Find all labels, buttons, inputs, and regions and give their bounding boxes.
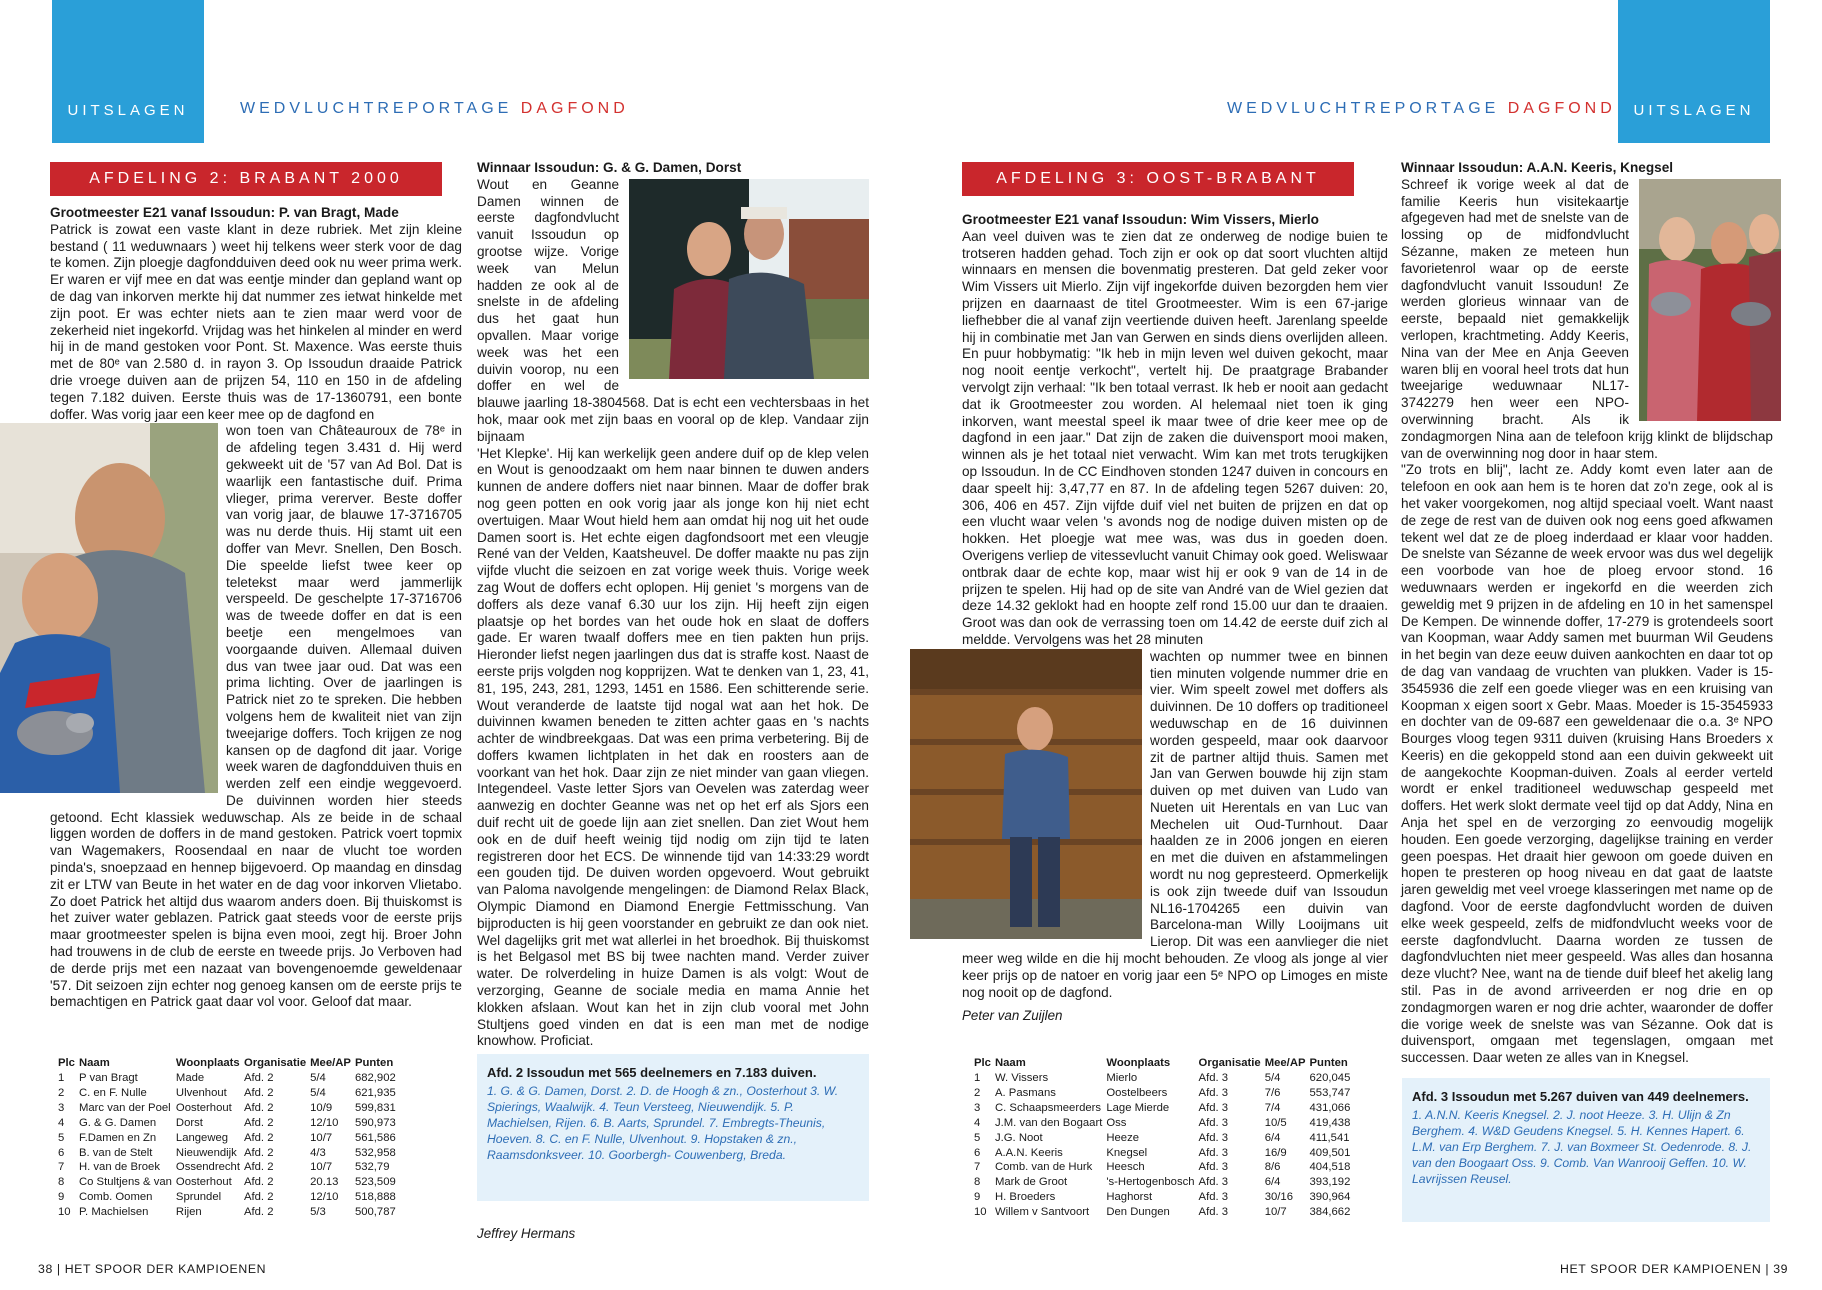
table-cell: 12/10 <box>310 1191 339 1204</box>
table-cell: Rijen <box>175 1206 202 1219</box>
table-cell: Willem v Santvoort <box>994 1206 1090 1219</box>
photo-damen <box>629 179 869 379</box>
table-cell: 411,541 <box>1309 1131 1350 1144</box>
table-cell: Oostelbeers <box>1106 1086 1168 1099</box>
table-row <box>974 1086 1354 1101</box>
table-row <box>974 1116 1354 1131</box>
table-cell: 620,045 <box>1309 1072 1351 1084</box>
table-cell: Afd. 3 <box>1198 1176 1229 1189</box>
table-cell: 4 <box>58 1116 65 1129</box>
table-cell: Afd. 3 <box>1198 1086 1229 1099</box>
section-tab-left: UITSLAGEN <box>52 0 204 143</box>
table-cell: 6 <box>974 1146 981 1159</box>
table-cell: Marc van der Poel <box>78 1101 171 1114</box>
table-cell: 523,509 <box>354 1176 396 1189</box>
table-cell: 409,501 <box>1309 1146 1351 1159</box>
table-cell: Afd. 3 <box>1198 1101 1229 1114</box>
col-header: Mee/AP <box>310 1057 351 1069</box>
table-cell: Heesch <box>1106 1161 1145 1174</box>
article-heading: Grootmeester E21 vanaf Issoudun: Wim Vissers, Mierlo <box>962 212 1319 227</box>
table-row <box>974 1160 1354 1175</box>
table-cell: 5/4 <box>310 1072 326 1084</box>
table-row <box>974 1101 1354 1116</box>
table-cell: Afd. 3 <box>1198 1146 1229 1159</box>
table-row <box>58 1086 400 1101</box>
article-paragraph: won toen van Châteauroux de 78ᵉ in de afdeling tegen 3.431 d. Hij werd gekweekt uit de '57 van Ad Bol. Dat is waarlijk een fantastische duif. Prima vlieger, prima vererver. Beste doffer van vorig jaar, de blauwe 17-3716705 was nu derde thuis. Hij stamt uit een doffer van Mevr. Snellen, Den Bosch. Die speelde liefst twee keer op teletekst maar werd jammerlijk verspeeld. De geschelpte 17-3716706 was de tweede doffer en dat is een beetje een mengelmoes van voorgaande duiven. Allemaal duiven dus van twee jaar oud. Dat was een prima lichting. Over de jaarlingen is Patrick niet zo te spreken. Die hebben volgens hem de kwaliteit niet van zijn tweejarige doffers. Toch krijgen ze nog kansen op de dagfond dit jaar. Vorige week waren de dagfondduiven thuis en werden zelf een eindje weggevoerd. De duivinnen worden hier steeds getoond. Echt klassiek weduwschap. Als ze beide in de schaal liggen worden de doffers in de mand gestoken. Patrick voert topmix van Wagemakers, Roosendaal en naar de vlucht toe worden pinda's, snoepzaad en hennep bijgevoerd. Op maandag en dinsdag zit er LTW van Beute in het water en de dag voor inkorven Vlietabo. Zo doet Patrick het altijd dus waarom anders doen. Bij thuiskomst is het zuiver water geblazen. Patrick gaat steeds voor de eerste prijs maar grootmeester spelen is bijna even mooi, zegt hij. Broer John had trouwens in de club de eerste en tweede prijs. Jo Verboven had de derde prijs met een nazaat van bovengenoemde geweldenaar '57. Dit seizoen zijn echter nog genoeg kansen om de eerste prijs te bemachtigen en Patrick gaat daar vol voor. Geloof dat maar. <box>50 423 462 1010</box>
running-header-right <box>1227 100 1616 118</box>
box-list: 1. G. & G. Damen, Dorst. 2. D. de Hoogh & zn., Oosterhout 3. W. Spierings, Waalwijk. 4. Teun Versteeg, Nieuwendijk. 5. P. Machielsen, Rijen. 6. B. Aarts, Sprundel. 7. Embregts-Theunis, Hoeven. 8. C. en F. Nulle, Ulvenhout. 9. Hopstaken & zn., Raamsdonksveer. 10. Goorbergh- Couwenberg, Breda. <box>487 1084 839 1162</box>
table-cell: 682,902 <box>354 1072 396 1084</box>
table-cell: 5/4 <box>1264 1072 1281 1084</box>
table-row <box>58 1146 400 1161</box>
article-paragraph: Aan veel duiven was te zien dat ze onderweg de nodige buien te trotseren hadden gehad. Toch zijn er ook op dat soort vluchten altijd winnaars en mensen die bovenmatig presteren. Dat geld zeker voor Wim Vissers uit Mierlo. Zijn vijf ingekorfde duiven bezorgden hem vier prijzen en daarnaast de titel Grootmeester. Wim is een 67-jarige liefhebber die al vanaf zijn veertiende duiven heeft. Jarenlang speelde hij in combinatie met Jan van Gerwen en sinds diens overlijden alleen. En puur hobbymatig: "Ik heb in mijn leven wel duiven gekocht, maar nog nooit eentje verkocht", vertelt hij. De praatgrage Brabander vervolgt zijn verhaal: "Ik ben totaal verrast. Ik heb er nooit aan gedacht dat ik Grootmeester zou worden. Al helemaal niet toen ik ging inkorven, want meestal speel ik maar twee of drie keer mee op de dagfond in een jaar." Dat zijn de zaken die duivensport mooi maken, winnen als je het totaal niet verwacht. Wim kan met trots terugkijken op Issoudun. In de CC Eindhoven stonden 1247 duiven in concours en daar speelt hij: 3,47,77 en 87. In de afdeling tegen 5267 duiven: 20, 306, 406 en 457. Zijn vijfde duif viel net buiten de prijzen en dat op een vlucht waar velen 's avonds nog de nodige duiven misten op de hokken. Het ploegje wat mee was, was dus in goeden doen. Overigens verliep de vitessevlucht vanuit Chimay ook goed. Weliswaar ontbrak daar de echte kop, maar wist hij er ook 9 van de 14 in de prijzen te spelen. Hij had op de site van André van de Wiel gezien dat deze 14.32 geklokt had en hoopte zelf rond 15.00 uur dan te draaien. Groot was dan ook de verrassing toen om 14.42 de eerste duif zich al meldde. Vervolgens was het 28 minuten <box>962 228 1388 647</box>
col-header: Woonplaats <box>175 1057 240 1069</box>
table-cell: Heeze <box>1106 1131 1140 1144</box>
col-header: Woonplaats <box>1106 1057 1171 1069</box>
table-cell: Oosterhout <box>175 1176 232 1189</box>
article-grootmeester-afd3 <box>962 212 1388 1001</box>
article-paragraph: wachten op nummer twee en binnen tien minuten volgende nummer drie en vier. Wim speelt zowel met doffers als duivinnen. De 10 doffers op traditioneel weduwschap en de 16 duivinnen worden gespeeld, maar ook daarvoor zit de partner altijd thuis. Samen met Jan van Gerwen bouwde hij zijn stam duiven op met duiven van Ludo van Nueten uit Herentals en van Luc van Mechelen uit Oud-Turnhout. Daar haalden ze in 2006 jongen en eieren en met die duiven en afstammelingen wordt nu nog gepresteerd. Opmerkelijk is ook zijn tweede duif van Issoudun NL16-1704265 een duivin van Barcelona-man Willy Looijmans uit Lierop. Dit was een aanvlieger die niet meer weg wilde en die hij mocht behouden. Ze vloog als jonge al vier keer prijs op de natoer en vorig jaar een 5ᵉ NPO op Limoges en miste nog nooit op de dagfond. <box>962 648 1388 1000</box>
table-cell: 8/6 <box>1264 1161 1281 1174</box>
table-cell: Comb. Oomen <box>78 1191 153 1204</box>
table-cell: Afd. 2 <box>243 1206 274 1219</box>
table-cell: 9 <box>974 1191 981 1204</box>
table-cell: Oosterhout <box>175 1101 232 1114</box>
table-row <box>58 1116 400 1131</box>
table-cell: 621,935 <box>354 1086 396 1099</box>
table-cell: Afd. 3 <box>1198 1116 1229 1129</box>
table-cell: Ossendrecht <box>175 1161 240 1174</box>
table-cell: 10 <box>58 1206 71 1219</box>
table-cell: 390,964 <box>1309 1191 1351 1204</box>
table-cell: 532,79 <box>354 1161 390 1174</box>
table-cell: 5/3 <box>310 1206 326 1219</box>
page-footer-right: HET SPOOR DER KAMPIOENEN | 39 <box>1560 1262 1789 1276</box>
table-cell: 's-Hertogenbosch <box>1106 1176 1195 1189</box>
col-header: Punten <box>354 1057 394 1069</box>
table-cell: Afd. 2 <box>243 1086 274 1099</box>
table-cell: Sprundel <box>175 1191 222 1204</box>
running-header-left <box>240 100 629 118</box>
table-row <box>58 1071 400 1086</box>
table-cell: 10/9 <box>310 1101 333 1114</box>
table-cell: Afd. 2 <box>243 1161 274 1174</box>
table-cell: 4/3 <box>310 1146 326 1159</box>
box-list: 1. A.N.N. Keeris Knegsel. 2. J. noot Heeze. 3. H. Ulijn & Zn Berghem. 4. W&D Geudens Knegsel. 5. H. Kennes Hapert. 6. L.M. van Erp Berghem. 7. J. van Boxmeer St. Oedenrode. 8. J. van den Boogaart Oss. 9. Comb. Van Wanrooij Geffen. 10. W. Lavrijssen Reusel. <box>1412 1108 1752 1186</box>
section-tab-right: UITSLAGEN <box>1618 0 1770 143</box>
table-cell: 10/7 <box>1264 1206 1287 1219</box>
table-cell: 7 <box>58 1161 65 1174</box>
article-paragraph: Wout en Geanne Damen winnen de eerste dagfondvlucht vanuit Issoudun op grootse wijze. Vorige week van Melun hadden ze ook al de snelste in de afdeling dus het gaat hun opvallen. Maar vorige week was het een duivin voorop, nu een doffer en wel de blauwe jaarling 18-3804568. Dat is echt een vechtersbaas in het hok, maar ook met zijn baas en vooral op de klep. Vandaar zijn bijnaam <box>477 176 869 444</box>
article-paragraph: "Zo trots en blij", lacht ze. Addy komt even later aan de telefoon en ook aan hem is te horen dat zo'n zege, ook al is het vaker voorgekomen, nog altijd speciaal voelt. Want naast de zege de rest van de duiven ook nog eens goed afkwamen tekent wel dat ze de ploeg inderdaad er klaar voor hadden. De snelste van Sézanne de week ervoor was dus wel degelijk een voorbode van hoe de ploeg ervoor stond. 16 weduwnaars werden er ingekorfd en die weerden zich geweldig met 9 prijzen in de afdeling en 10 in het samenspel De Kempen. De winnende doffer, 17-279 is grotendeels soort van Koopman, waar Addy samen met buurman Wil Geudens in het begin van deze eeuw duiven aankochten en daar tot op de dag van vandaag de vruchten van plukken. Vader is 15-3545936 die zelf een goede vlieger was en een kruising van Koopman x eigen soort x Gebr. Maas. Moeder is 15-3545933 en dochter van de 09-687 een geweldenaar die o.a. 3ᵉ NPO Bourges vloog tegen 9311 duiven (kruising Hans Broeders x Keeris) en die gekoppeld stond aan een duivin gekweekt uit de aangekochte Koopman-duiven. Zoals al eerder verteld wordt er enkel traditioneel weduwschap gespeeld met doffers. Het werk slokt dermate veel tijd op dat Addy, Nina en Anja het spel en de verzorging zo eenvoudig mogelijk houden. Een goede verzorging, dagelijkse training en verder geen poespas. Het draait hier gewoon om goede duiven en hopen te presteren op hoog niveau en dat gaat de laatste jaren geweldig met veel vroege klasseringen met name op de dagfond. Voor de eerste dagfondvlucht worden de duiven elke week gespeeld, zelfs de midfondvlucht weeks voor de eerste dagfondvlucht. Daarna worden ze tussen de dagfondvluchten niet meer gespeeld. Was alles dan hosanna deze vlucht? Nee, want na de tiende duif bleef het akelig lang stil. Pas in de avond arriveerden er nog drie en op zondagmorgen waren er nog drie achter, waaronder de doffer die vorige week de snelste was van Sézanne. Ook dat is duivensport, omgaan met tegenslagen, omgaan met successen. Daar weten ze alles van in Knegsel. <box>1401 462 1773 1066</box>
results-table-afd3 <box>974 1057 1384 1220</box>
table-cell: J.M. van den Bogaart <box>994 1116 1103 1129</box>
table-cell: 20.13 <box>310 1176 339 1189</box>
table-cell: A. Pasmans <box>994 1086 1056 1099</box>
table-cell: J.G. Noot <box>994 1131 1043 1144</box>
table-cell: 5 <box>58 1131 65 1144</box>
table-cell: Co Stultjens & van <box>78 1176 172 1189</box>
table-cell: Den Dungen <box>1106 1206 1170 1219</box>
table-row <box>58 1160 400 1175</box>
table-cell: 9 <box>58 1191 65 1204</box>
table-cell: 1 <box>58 1072 65 1084</box>
col-header: Organisatie <box>1198 1057 1261 1069</box>
table-cell: 8 <box>58 1176 65 1189</box>
table-row <box>974 1071 1354 1086</box>
table-cell: Afd. 3 <box>1198 1131 1229 1144</box>
article-heading: Winnaar Issoudun: A.A.N. Keeris, Knegsel <box>1401 160 1674 175</box>
table-cell: Afd. 2 <box>243 1131 274 1144</box>
page-footer-left: 38 | HET SPOOR DER KAMPIOENEN <box>38 1262 267 1276</box>
table-cell: 3 <box>58 1101 65 1114</box>
table-cell: 5/4 <box>310 1086 326 1099</box>
col-header: Naam <box>994 1057 1026 1069</box>
table-cell: Lage Mierde <box>1106 1101 1170 1114</box>
table-cell: Afd. 2 <box>243 1101 274 1114</box>
table-row <box>58 1131 400 1146</box>
table-cell: 2 <box>58 1086 65 1099</box>
table-cell: 1 <box>974 1072 981 1084</box>
table-cell: Knegsel <box>1106 1146 1148 1159</box>
table-cell: C. Schaapsmeerders <box>994 1101 1102 1114</box>
table-cell: Mark de Groot <box>994 1176 1068 1189</box>
article-paragraph: Patrick is zowat een vaste klant in deze rubriek. Met zijn kleine bestand ( 11 weduwnaars ) weet hij telkens weer sterk voor de dag te komen. Zijn ploegje dagfondduiven deed ook nu weer prima werk. Er waren er vijf mee en dat was eentje minder dan gepland want op de dag van inkorven merkte hij dat nummer zes ietwat hinkelde met zijn poot. Er was echter niets aan te zien maar werd voor de zekerheid niet ingekorfd. Vrijdag was het hinkelen al minder en werd hij in de mand gestoken voor Pont. St. Maxence. Was eerste thuis met de 80ᵉ van 2.580 d. in rayon 3. Op Issoudun draaide Patrick drie vroege duiven aan de prijzen 54, 110 en 150 in de afdeling tegen 7.182 duiven. Eerste thuis was de 17-1360791, een bonte doffer. Was vorig jaar een keer mee op de dagfond en <box>50 221 462 422</box>
author-signature: Jeffrey Hermans <box>477 1226 576 1241</box>
article-grootmeester-afd2 <box>50 205 462 1011</box>
table-cell: 431,066 <box>1309 1101 1351 1114</box>
table-row <box>58 1101 400 1116</box>
table-row <box>58 1205 400 1220</box>
table-cell: H. van de Broek <box>78 1161 160 1174</box>
section-bar-afdeling-2: AFDELING 2: BRABANT 2000 <box>50 162 442 196</box>
article-heading: Grootmeester E21 vanaf Issoudun: P. van Bragt, Made <box>50 205 399 220</box>
table-cell: A.A.N. Keeris <box>994 1146 1063 1159</box>
table-cell: 10/7 <box>310 1161 333 1174</box>
table-cell: 6 <box>58 1146 65 1159</box>
table-cell: Afd. 3 <box>1198 1191 1229 1204</box>
table-row <box>974 1175 1354 1190</box>
table-cell: P van Bragt <box>78 1072 138 1084</box>
table-cell: 419,438 <box>1309 1116 1351 1129</box>
table-row <box>58 1175 400 1190</box>
table-cell: 30/16 <box>1264 1191 1293 1204</box>
table-cell: 7/4 <box>1264 1101 1281 1114</box>
table-cell: P. Machielsen <box>78 1206 149 1219</box>
table-cell: 8 <box>974 1176 981 1189</box>
table-cell: 16/9 <box>1264 1146 1287 1159</box>
col-header: Mee/AP <box>1264 1057 1306 1069</box>
table-cell: 561,586 <box>354 1131 396 1144</box>
table-cell: 7/6 <box>1264 1086 1281 1099</box>
results-box-afd3 <box>1402 1078 1770 1222</box>
table-cell: Mierlo <box>1106 1072 1138 1084</box>
header-title-red: DAGFOND <box>1507 100 1616 117</box>
article-paragraph: Schreef ik vorige week al dat de familie Keeris hun visitekaartje afgegeven had met de snelste van de lossing op de midfondvlucht Sézanne, maken ze meteen hun favorietenrol waar op de eerste dagfondvlucht vanuit Issoudun! Ze werden glorieus winnaar van de eerste, bepaald niet gemakkelijk verlopen, krachtmeting. Addy Keeris, Nina van der Mee en Anja Geeven waren blij en vooral heel trots dat hun tweejarige weduwnaar NL17-3742279 hen weer een NPO-overwinning bracht. Als ik zondagmorgen Nina aan de telefoon krijg klinkt de blijdschap van de overwinning nog door in haar stem. <box>1401 176 1773 461</box>
table-cell: 6/4 <box>1264 1176 1281 1189</box>
table-cell: Afd. 2 <box>243 1176 274 1189</box>
col-header: Plc <box>974 1057 991 1069</box>
table-cell: Haghorst <box>1106 1191 1153 1204</box>
article-winnaar-afd3 <box>1401 160 1773 1067</box>
table-cell: Nieuwendijk <box>175 1146 237 1159</box>
table-cell: Afd. 3 <box>1198 1206 1229 1219</box>
table-cell: 10/5 <box>1264 1116 1287 1129</box>
col-header: Naam <box>78 1057 110 1069</box>
table-cell: 590,973 <box>354 1116 396 1129</box>
table-cell: F.Damen en Zn <box>78 1131 157 1144</box>
table-cell: 500,787 <box>354 1206 396 1219</box>
table-cell: Ulvenhout <box>175 1086 227 1099</box>
table-cell: 553,747 <box>1309 1086 1351 1099</box>
header-title-red: DAGFOND <box>520 100 629 117</box>
photo-vissers <box>910 649 1142 939</box>
table-header-row <box>974 1057 1354 1071</box>
results-table-afd2 <box>58 1057 448 1220</box>
table-row <box>974 1205 1354 1220</box>
table-cell: Afd. 2 <box>243 1191 274 1204</box>
table-row <box>58 1190 400 1205</box>
table-cell: 3 <box>974 1101 981 1114</box>
table-cell: 2 <box>974 1086 981 1099</box>
box-title: Afd. 3 Issoudun met 5.267 duiven van 449 deelnemers. <box>1412 1089 1749 1104</box>
photo-van-bragt <box>0 423 218 793</box>
article-winnaar-afd2 <box>477 160 869 1050</box>
article-heading: Winnaar Issoudun: G. & G. Damen, Dorst <box>477 160 742 175</box>
col-header: Punten <box>1309 1057 1348 1069</box>
table-cell: 599,831 <box>354 1101 396 1114</box>
table-cell: 7 <box>974 1161 981 1174</box>
table-cell: 10/7 <box>310 1131 333 1144</box>
table-cell: 384,662 <box>1309 1206 1351 1219</box>
table-cell: 12/10 <box>310 1116 339 1129</box>
header-title-blue: WEDVLUCHTREPORTAGE <box>1227 100 1500 117</box>
table-row <box>974 1146 1354 1161</box>
table-cell: 404,518 <box>1309 1161 1351 1174</box>
results-box-afd2 <box>477 1054 869 1201</box>
table-cell: Afd. 2 <box>243 1072 274 1084</box>
table-cell: Afd. 2 <box>243 1146 274 1159</box>
table-cell: Afd. 3 <box>1198 1072 1229 1084</box>
table-cell: Made <box>175 1072 205 1084</box>
box-title: Afd. 2 Issoudun met 565 deelnemers en 7.183 duiven. <box>487 1065 817 1080</box>
table-cell: C. en F. Nulle <box>78 1086 147 1099</box>
table-cell: W. Vissers <box>994 1072 1049 1084</box>
col-header: Organisatie <box>243 1057 307 1069</box>
header-title-blue: WEDVLUCHTREPORTAGE <box>240 100 513 117</box>
table-cell: Dorst <box>175 1116 203 1129</box>
table-cell: 4 <box>974 1116 981 1129</box>
table-cell: Comb. van de Hurk <box>994 1161 1093 1174</box>
section-bar-afdeling-3: AFDELING 3: OOST-BRABANT <box>962 162 1354 196</box>
table-cell: 6/4 <box>1264 1131 1281 1144</box>
table-cell: B. van de Stelt <box>78 1146 153 1159</box>
table-cell: 393,192 <box>1309 1176 1351 1189</box>
article-paragraph: 'Het Klepke'. Hij kan werkelijk geen andere duif op de klep velen en Wout is genoodzaakt om hem naar binnen te duwen anders kunnen de andere doffers niet naar binnen. Maar de doffer brak nog geen potten en ook vorig jaar als jonge kon hij niet echt overtuigen. Maar Wout hield hem aan omdat hij nog uit het oude Damen soort is. Het echte eigen dagfondsoort met een vleugje René van der Velden, Kaatsheuvel. De doffer maakte nu pas zijn vijfde vlucht die seizoen en zat vorige week thuis. Vorige week zag Wout de doffers echt oplopen. Hij geniet 's morgens van de doffers als deze vanaf 6.30 uur los zijn. Hij heeft zijn eigen plaatsje op het bordes van het oude hok en slaat de doffers gade. Er waren twaalf doffers mee en tien pakten hun prijs. Hieronder liefst negen jaarlingen dus dat is straffe kost. Naast de eerste prijs volgden nog kopprijzen. Wat te denken van 1, 23, 41, 81, 195, 243, 281, 1293, 1451 en 1586. Een schitterende serie. Wout veranderde de laatste tijd nogal wat aan het hok. De duivinnen kwamen beneden te zitten achter gaas en 's nachts achter de windbreekgaas. Dat was een prima verbetering. Bij de doffers kwamen lichtplaten in het dak en roosters aan de voorkant van het hok. Daar zijn ze niet minder van gaan vliegen. Integendeel. Vaste letter Sjors van Oevelen was zaterdag weer aanwezig en dochter Geanne was net op het erf als Sjors een duif recht uit de goede lijn aan ziet snellen. Dan ziet Wout hem ook en de duif heeft weinig tijd nodig om zijn tijd te laten registreren door het ECS. De winnende tijd van 14:33:29 wordt een gouden tijd. De duiven worden opgevoerd. Wout gebruikt van Paloma navolgende mengelingen: de Diamond Relax Black, Olympic Diamond en Diamond Energie Fettmisschung. Van bijproducten is hij geen voorstander en gebruikt ze dan ook niet. Wel dagelijks grit met wat allerlei in het broedhok. Bij thuiskomst is het Belgasol met BS bij twee nachten mand. Verder zuiver water. De rolverdeling in huize Damen is als volgt: Wout de verzorging, Geanne de sociale media en mama Annie het klokken afslaan. Wout kan het in zijn club vooral met John Stultjens goed vinden en dat is een man met de nodige knowhow. Proficiat. <box>477 445 869 1049</box>
table-row <box>974 1131 1354 1146</box>
table-cell: 10 <box>974 1206 987 1219</box>
table-cell: G. & G. Damen <box>78 1116 157 1129</box>
col-header: Plc <box>58 1057 75 1069</box>
photo-keeris <box>1639 179 1781 421</box>
table-cell: 5 <box>974 1131 981 1144</box>
table-cell: Afd. 3 <box>1198 1161 1229 1174</box>
table-row <box>974 1190 1354 1205</box>
author-signature: Peter van Zuijlen <box>962 1008 1063 1023</box>
table-cell: 518,888 <box>354 1191 396 1204</box>
table-cell: Langeweg <box>175 1131 229 1144</box>
table-cell: Oss <box>1106 1116 1127 1129</box>
table-header-row <box>58 1057 400 1071</box>
table-cell: Afd. 2 <box>243 1116 274 1129</box>
table-cell: H. Broeders <box>994 1191 1056 1204</box>
table-cell: 532,958 <box>354 1146 396 1159</box>
